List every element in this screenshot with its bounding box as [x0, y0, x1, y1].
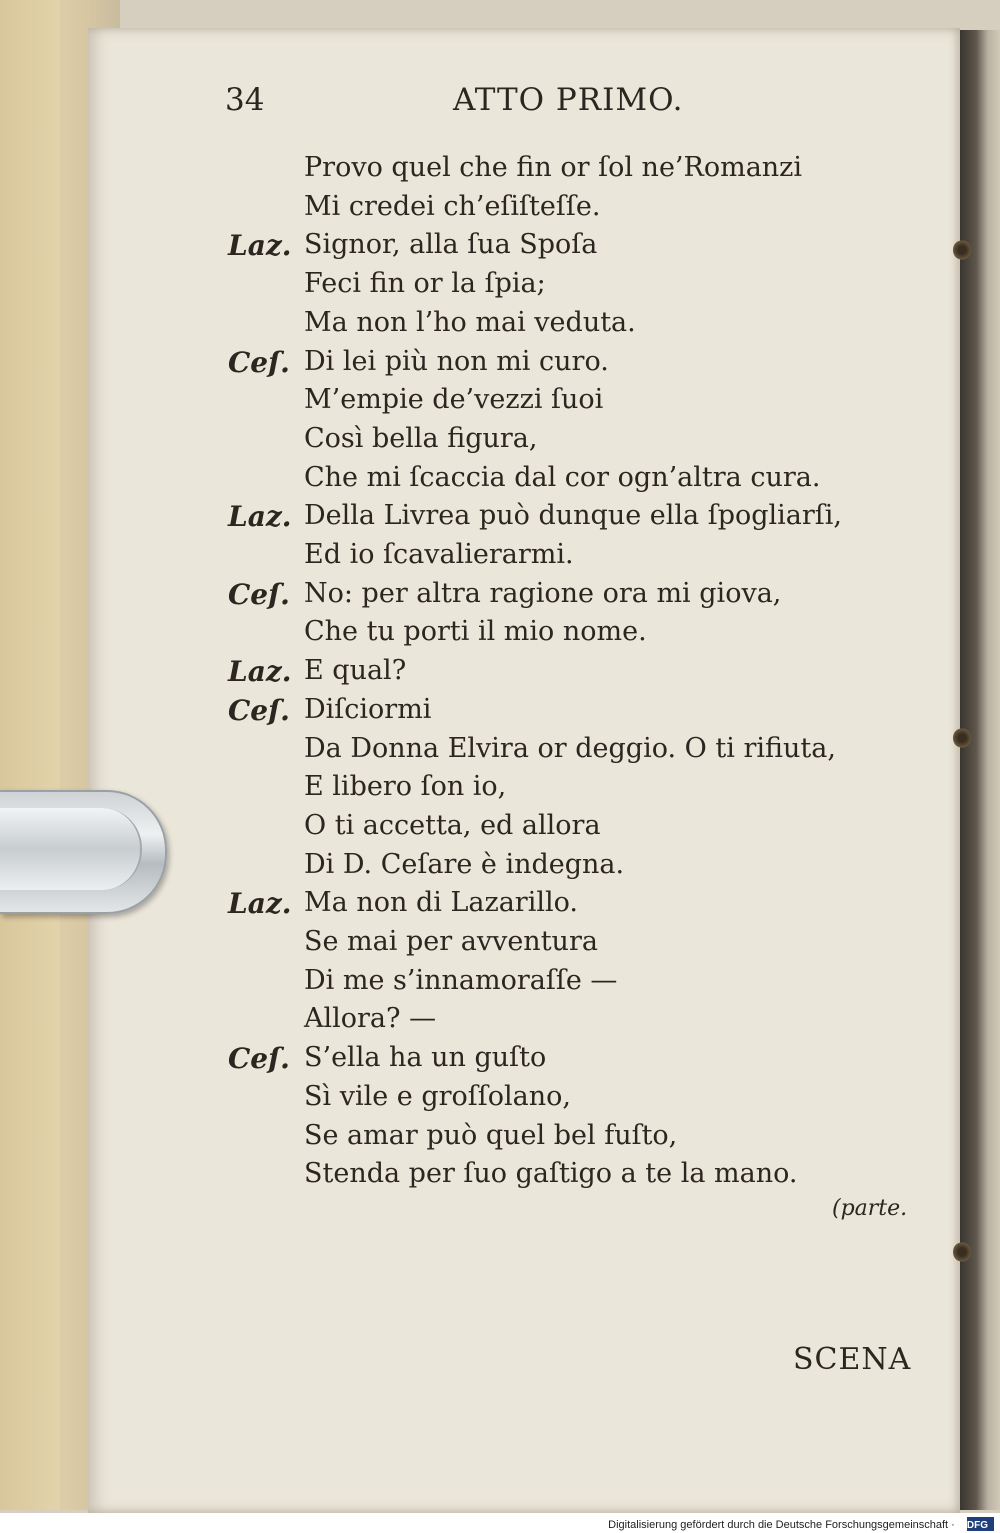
verse-text: Allora? — — [304, 1003, 437, 1035]
verse-text: Della Livrea può dunque ella ſpogliarſi, — [304, 500, 842, 532]
verse-text: Che mi ſcaccia dal cor ogn’altra cura. — [304, 461, 821, 493]
verse-line — [228, 655, 928, 695]
verse-line — [228, 810, 928, 850]
verse-line — [228, 191, 928, 231]
verse-line — [228, 849, 928, 889]
verse-line — [228, 1003, 928, 1043]
speaker-label: Ceſ. — [228, 693, 290, 727]
verse-text: S’ella ha un guſto — [304, 1042, 547, 1074]
verse-line — [228, 539, 928, 579]
page-number: 34 — [225, 82, 265, 118]
verse-line — [228, 307, 928, 347]
running-title: ATTO PRIMO. — [453, 82, 684, 118]
verse-line — [228, 1042, 928, 1082]
speaker-label: Ceſ. — [228, 1042, 290, 1076]
verse-line — [228, 578, 928, 618]
binding-thread-knot — [953, 728, 971, 748]
verse-text: O ti accetta, ed allora — [304, 809, 601, 841]
verse-text: Ed io ſcavalierarmi. — [304, 539, 574, 570]
verse-line — [228, 965, 928, 1005]
speaker-label: Laz. — [228, 655, 292, 689]
verse-line — [228, 423, 928, 463]
verse-text: Stenda per ſuo gaſtigo a te la mano. — [304, 1158, 798, 1190]
speaker-label: Ceſ. — [228, 577, 290, 611]
verse-text: Se mai per avventura — [304, 926, 598, 957]
binding-thread-knot — [953, 240, 971, 260]
verse-line — [228, 268, 928, 308]
dfg-logo: DFG — [967, 1517, 994, 1531]
verse-line — [228, 887, 928, 927]
verse-line — [228, 1120, 928, 1160]
verse-text: E libero ſon io, — [304, 771, 507, 803]
verse-line — [228, 694, 928, 734]
verse-text: Di D. Ceſare è indegna. — [304, 848, 625, 880]
verse-text: Di lei più non mi curo. — [304, 345, 609, 377]
verse-line — [228, 462, 928, 502]
verse-line — [228, 500, 928, 540]
speaker-label: Ceſ. — [228, 345, 290, 379]
verse-line — [228, 384, 928, 424]
verse-line — [228, 152, 928, 192]
verse-text: Provo quel che fin or ſol ne’Romanzi — [304, 152, 803, 183]
page-header — [225, 82, 825, 132]
footer-credit: Digitalisierung gefördert durch die Deutsche Forschungsgemeinschaft · — [608, 1519, 955, 1531]
verse-line — [228, 229, 928, 269]
verse-text: Signor, alla ſua Spoſa — [304, 229, 598, 261]
verse-text: No: per altra ragione ora mi giova, — [304, 577, 782, 609]
verse-text: Che tu porti il mio nome. — [304, 616, 647, 648]
verse-line — [228, 771, 928, 811]
verse-text: Ma non di Lazarillo. — [304, 887, 578, 919]
verse-text: Sì vile e groſſolano, — [304, 1080, 572, 1112]
verse-line — [228, 926, 928, 966]
binding-thread-knot — [953, 1242, 971, 1262]
catchword: SCENA — [793, 1342, 912, 1377]
verse-text: Da Donna Elvira or deggio. O ti rifiuta, — [304, 732, 836, 764]
speaker-label: Laz. — [228, 229, 292, 263]
verse-text: Mi credei ch’eſiſteſſe. — [304, 190, 601, 222]
verse-text: E qual? — [304, 655, 407, 687]
verse-line — [228, 1081, 928, 1121]
verse-text: Diſciormi — [304, 693, 432, 725]
verse-line — [228, 733, 928, 773]
verse-text: Feci fin or la ſpia; — [304, 268, 546, 300]
stage-direction: (parte. — [832, 1196, 908, 1221]
page-holder-clip-inner — [0, 808, 142, 890]
speaker-label: Laz. — [228, 887, 292, 921]
verse-line — [228, 346, 928, 386]
verse-text: Così bella figura, — [304, 422, 538, 454]
verse-text: M’empie de’vezzi ſuoi — [304, 384, 604, 416]
digitization-footer — [0, 1513, 1000, 1533]
verse-line — [228, 1158, 928, 1198]
verse-text: Se amar può quel bel fuſto, — [304, 1119, 678, 1151]
verse-text: Ma non l’ho mai veduta. — [304, 306, 636, 338]
speaker-label: Laz. — [228, 500, 292, 534]
verse-text: Di me s’innamoraſſe — — [304, 964, 618, 996]
verse-line — [228, 616, 928, 656]
